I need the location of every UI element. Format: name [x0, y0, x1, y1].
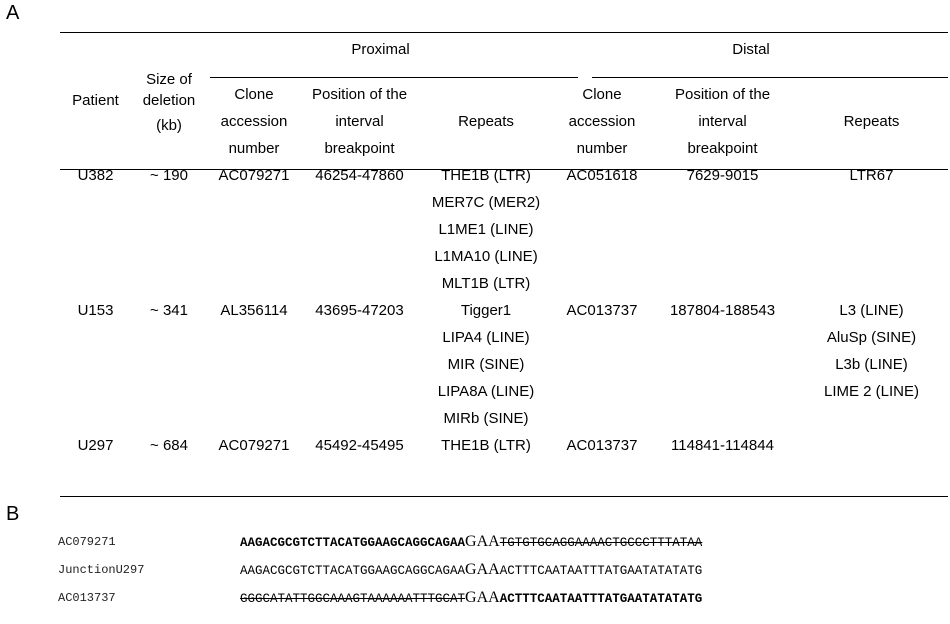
prox-position-cell: 43695-47203 [315, 302, 404, 319]
microhomology-gaa: GAA [465, 561, 500, 578]
prox-repeats-header: Repeats [458, 113, 514, 130]
dist-position-cell: 187804-188543 [669, 302, 776, 319]
prox-repeat-cell: LIPA4 (LINE) [442, 329, 530, 346]
size-header-line1: Size of [146, 71, 192, 88]
dist-position-header-line1: Position of the [674, 86, 771, 103]
prox-position-header-line2: interval [335, 113, 384, 130]
dist-position-header-line3: breakpoint [687, 140, 758, 157]
prox-repeat-cell: L1MA10 (LINE) [434, 248, 538, 265]
dist-clone-header-line1: Clone [582, 86, 622, 103]
dist-clone-header-line2: accession [568, 113, 636, 130]
prox-position-cell: 45492-45495 [315, 437, 404, 454]
size-cell: ~ 684 [150, 437, 188, 454]
dist-repeat-cell: AluSp (SINE) [826, 329, 917, 346]
sequence-left-deleted: GGGCATATTGGCAAAGTAAAAAATTTGCAT [240, 592, 466, 606]
sequence-right-deleted: TGTGTGCAGGAAAACTGCCCTTTATAA [499, 536, 703, 550]
prox-clone-cell: AC079271 [218, 167, 290, 184]
prox-repeat-cell: THE1B (LTR) [441, 437, 531, 454]
size-header-line3: (kb) [156, 117, 182, 134]
prox-position-header-line3: breakpoint [324, 140, 395, 157]
prox-repeat-cell: Tigger1 [460, 302, 512, 319]
sequence [240, 528, 702, 557]
sequence-right-bold: ACTTTCAATAATTTATGAATATATATG [499, 592, 703, 606]
patient-cell: U297 [77, 437, 114, 454]
patient-header: Patient [72, 92, 119, 109]
sequence-name: AC013737 [58, 591, 116, 605]
sequence-name: JunctionU297 [58, 563, 145, 577]
dist-repeat-cell: LTR67 [849, 167, 894, 184]
patient-cell: U153 [77, 302, 114, 319]
prox-clone-cell: AC079271 [218, 437, 290, 454]
deletion-breakpoints-table [60, 33, 948, 459]
microhomology-gaa: GAA [465, 589, 500, 606]
prox-clone-cell: AL356114 [220, 302, 288, 319]
dist-position-header-line2: interval [698, 113, 747, 130]
prox-repeat-cell: MIR (SINE) [447, 356, 525, 373]
dist-clone-cell: AC013737 [566, 437, 638, 454]
table-row [60, 432, 948, 459]
prox-repeat-cell: L1ME1 (LINE) [438, 221, 534, 238]
proximal-header: Proximal [351, 41, 410, 58]
prox-repeat-cell: MLT1B (LTR) [441, 275, 531, 292]
patient-cell: U382 [77, 167, 114, 184]
dist-clone-cell: AC013737 [566, 302, 638, 319]
dist-repeat-cell: L3 (LINE) [839, 302, 904, 319]
sequence-left-bold: AAGACGCGTCTTACATGGAAGCAGGCAGAA [240, 536, 466, 550]
sequence [240, 584, 702, 613]
sequence [240, 556, 702, 585]
panel-b-label: B [6, 503, 20, 525]
prox-repeat-cell: LIPA8A (LINE) [437, 383, 535, 400]
table-row [60, 297, 948, 324]
dist-position-cell: 7629-9015 [686, 167, 759, 184]
dist-repeat-cell: LIME 2 (LINE) [823, 383, 920, 400]
prox-repeat-cell: MER7C (MER2) [431, 194, 541, 211]
distal-header: Distal [732, 41, 770, 58]
sequence-name: AC079271 [58, 535, 116, 549]
size-cell: ~ 190 [150, 167, 188, 184]
prox-repeat-cell: MIRb (SINE) [443, 410, 529, 427]
sequence-left: AAGACGCGTCTTACATGGAAGCAGGCAGAA [240, 564, 466, 578]
prox-position-header-line1: Position of the [311, 86, 408, 103]
dist-repeat-cell: L3b (LINE) [835, 356, 908, 373]
table-row [60, 162, 948, 189]
microhomology-gaa: GAA [465, 533, 500, 550]
prox-clone-header-line3: number [228, 140, 280, 157]
size-header-line2: deletion [142, 92, 196, 109]
size-header [60, 67, 131, 81]
dist-position-cell: 114841-114844 [671, 437, 774, 454]
prox-repeat-cell: THE1B (LTR) [441, 167, 531, 184]
size-cell: ~ 341 [150, 302, 188, 319]
dist-clone-cell: AC051618 [566, 167, 638, 184]
prox-clone-header-line1: Clone [234, 86, 274, 103]
dist-repeats-header: Repeats [843, 113, 900, 130]
prox-clone-header-line2: accession [220, 113, 288, 130]
dist-clone-header-line3: number [576, 140, 628, 157]
sequence-right: ACTTTCAATAATTTATGAATATATATG [499, 564, 703, 578]
panel-a-label: A [6, 2, 20, 24]
table-bottom-rule [60, 496, 948, 497]
prox-position-cell: 46254-47860 [315, 167, 404, 184]
